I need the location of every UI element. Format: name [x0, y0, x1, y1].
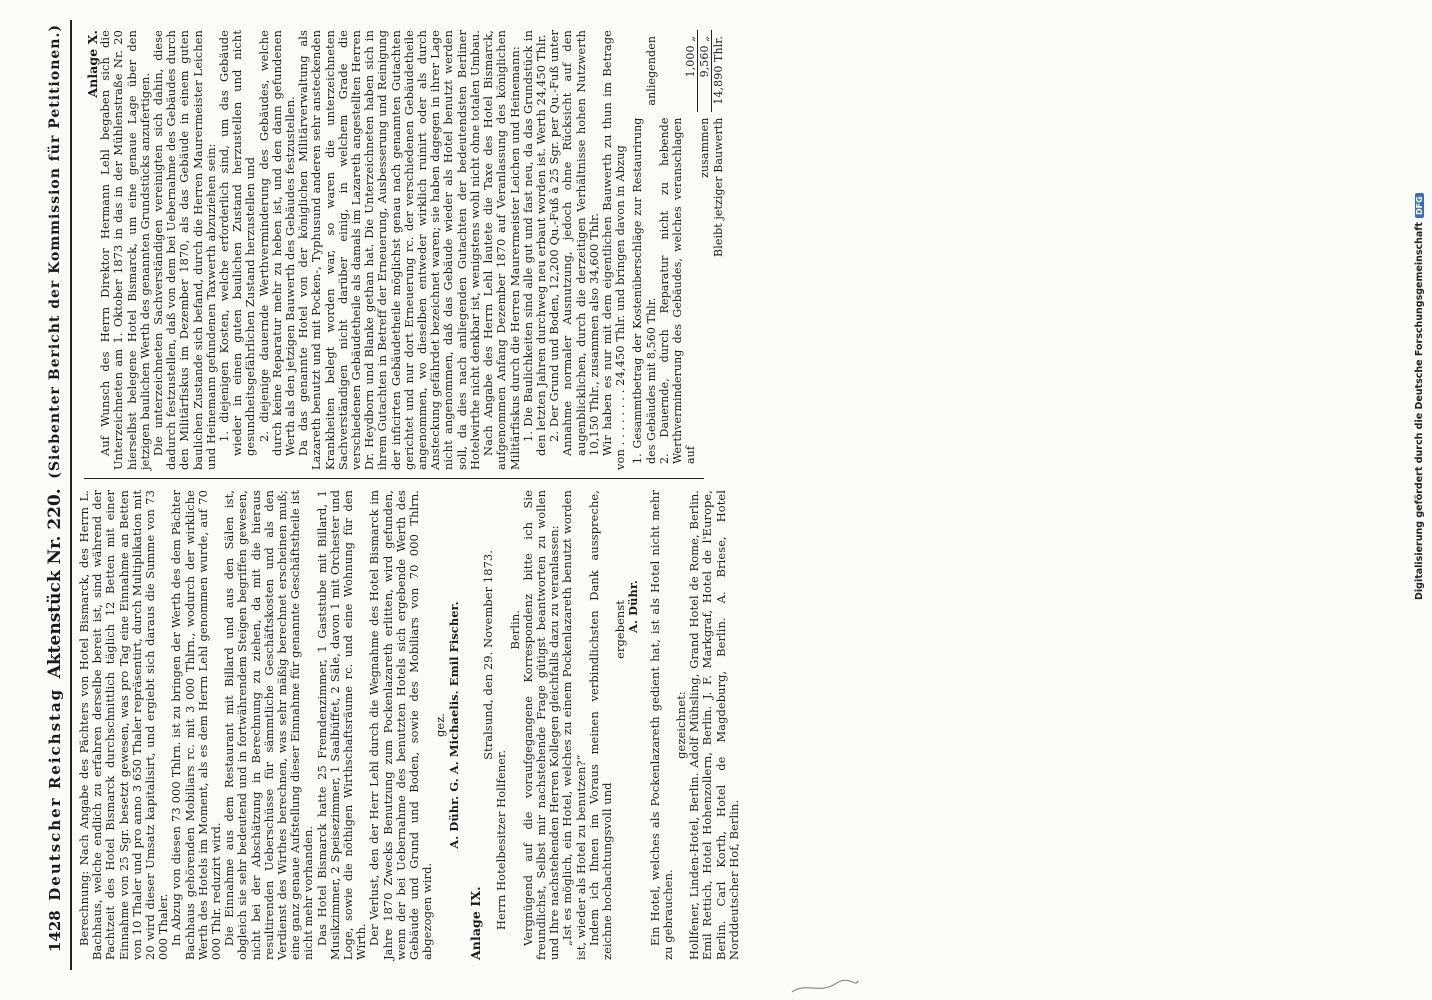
list-item: 1. diejenigen Kosten, welche erforderlich sind, um das Gebäude wieder in einen guten baulichen Zustand herzustellen und nicht gesundheitsgefährlichen Zustand herzustellen und: [217, 30, 258, 456]
tally-note: anliegenden: [644, 36, 658, 106]
journal-title: Deutscher Reichstag: [46, 687, 64, 901]
tally-rest-label: Bleibt jetziger Bauwerth: [712, 117, 726, 257]
tally-sum-value: 9,560 „: [697, 30, 711, 112]
paragraph: Wir haben es nur mit dem eigentlichen Bauwerth zu thun im Betrage von . . . . . . . . 24,450 Thlr. und bringen davon in Abzug: [599, 30, 628, 470]
right-column: [86, 30, 725, 470]
pencil-mark-icon: [790, 978, 860, 996]
document-title: Aktenstück Nr. 220.: [45, 488, 65, 679]
paragraph: Die unterzeichneten Sachverständigen vereinigten sich dahin, diese dadurch festzustellen, daß von dem bei Uebernahme des Gebäudes durch den Militärfiskus im Dezember 1870, als das Gebäude in einem guten baulichen Zustande sich befand, durch die Herren Maurermeister Leichen und Heinemann gefundenen Taxwerth abzuziehen sein:: [151, 30, 218, 470]
paragraph: Berechnung: Nach Angabe des Pächters von Hotel Bismarck, des Herrn L. Bachhaus, welche endlich zu erfahren derselbe bereit ist, sind während der Pachtzeit des Hotel Bismarck durchschnittlich täglich 12 Betten mit einer Einnahme von 25 Sgr. besetzt gewesen, was pro Tag eine Einnahme an Betten von 10 Thaler und pro anno 3 650 Thaler repräsentirt, durch Multiplikation mit 20 wird dieser Umsatz kapitalisirt, und ergiebt sich daraus die Summe von 73 000 Thaler.: [77, 490, 171, 960]
tally-value: 1,000 „: [658, 30, 698, 112]
list-item: 2. Der Grund und Boden, 12,200 Qu.-Fuß à 25 Sgr. per Qu.-Fuß unter Annahme normaler Ausnutzung, jedoch ohne Rücksicht auf den augenblicklichen, durch die derzeitigen Verhältnisse hohen Nutzwerth 10,150 Thlr., zusammen also 34,600 Thlr.: [547, 30, 601, 456]
column-divider: [84, 478, 704, 479]
paragraph: Die Einnahme aus dem Restaurant mit Billard und aus den Sälen ist, obgleich sie sehr bedeutend und in fortwährendem Steigen begriffen gewesen, nicht bei der Abschätzung in Berechnung zu ziehen, da mit die hieraus resultirenden Ueberschüsse für sämmtliche Geschäftskosten und als den Verdienst des Wirthes berechnen, was sehr mäßig berechnet erscheinen muß; eine ganz genaue Aufstellung dieser Einnahme für genannte Geschäftstheile ist nicht mehr vorhanden.: [222, 490, 316, 960]
tally-row: [697, 30, 711, 470]
list-item: 1. Die Baulichkeiten sind alle gut und fast neu, da das Grundstück in den letzten Jahren durchweg neu erbaut worden ist. Werth 24,450 Thlr.: [520, 30, 548, 456]
tally-item: 1. Gesammtbetrag der Kostenüberschläge zur Restaurirung des Gebäudes mit 8,560 Thlr.: [631, 117, 658, 464]
reply-paragraph: Ein Hotel, welches als Pockenlazareth gedient hat, ist als Hotel nicht mehr zu gebrauchen.: [647, 490, 675, 960]
header-rule: [70, 20, 72, 970]
closing: ergebenst: [613, 600, 628, 659]
letter-paragraph: Indem ich Ihnen im Voraus meinen verbindlichsten Dank ausspreche, zeichne hochachtungsvoll und: [586, 490, 614, 960]
place-date: Stralsund, den 29. November 1873.: [481, 550, 496, 760]
tally-item: 2. Dauernde, durch Reparatur nicht zu hebende Werthverminderung des Gebäudes, welches veranschlagen auf: [657, 117, 698, 464]
list-item: 2. diejenige dauernde Werthverminderung des Gebäudes, welche durch keine Reparatur mehr zu heben ist, und den dann gefundenen Werth als den jetzigen Bauwerth des Gebäudes festzustellen.: [256, 30, 298, 456]
tally-row: [658, 30, 698, 470]
addressee: Herrn Hotelbesitzer Hollfener.: [494, 749, 509, 930]
hotel-signatories: Hollfener, Linden-Hotel, Berlin. Adolf Mühsling, Grand Hotel de Rome, Berlin. Emil Rettich, Hotel Hohenzollern, Berlin. J. F. Markgraf, Hotel de l'Europe, Berlin. Carl Korth, Hotel de Magdeburg, Berlin. A. Briese, Hotel Norddeutscher Hof, Berlin.: [687, 490, 741, 960]
page-header: [44, 24, 66, 952]
paragraph: Nach Angabe des Herrn Lehl lautete die Taxe des Hotel Bismarck, aufgenommen Anfang Dezember 1870 auf Veranlassung des königlichen Militärfiskus durch die Herren Maurermeister Leichen und Heinemann:: [481, 30, 522, 470]
tally-table: [631, 30, 725, 470]
paragraph: Der Verlust, den der Herr Lehl durch die Wegnahme des Hotel Bismarck im Jahre 1870 Zwecks Benutzung zum Pockenlazareth erlitten, wird gefunden, wenn der bei Uebernahme des benutzten Hotels sich ergebende Werth des Gebäude und Grund und Boden, sowie des Mobiliars von 70 000 Thlrn. abgezogen wird.: [367, 490, 435, 960]
signatures: A. Dühr. G. A. Michaelis. Emil Fischer.: [446, 601, 461, 849]
dfg-logo-icon: DFG: [1415, 193, 1424, 218]
page-number: 1428: [46, 910, 64, 952]
tally-sum-label: zusammen: [698, 117, 712, 178]
tally-row: [712, 30, 726, 470]
paragraph: Das Hotel Bismarck hatte 25 Fremdenzimmer, 1 Gaststube mit Billard, 1 Musikzimmer, 2 Speisezimmer, 1 Saalbüffet, 2 Säle, davon 1 mit Orchester und Loge, sowie die nöthigen Wirthschaftsräume rc. und eine Wohnung für den Wirth.: [314, 490, 369, 960]
paragraph: Da das genannte Hotel von der königlichen Militärverwaltung als Lazareth benutzt und mit Pocken-, Typhusund anderen sehr ansteckenden Krankheiten belegt worden war, so waren die unterzeichneten Sachverständigen nicht darüber einig, in welchem Grade die verschiedenen Gebäudetheile als damals im Lazareth angestellten Herren Dr. Heydborn und Blanke gethan hat. Die Unterzeichneten haben sich in ihrem Gutachten in Betreff der Erneuerung, Ausbesserung und Reinigung der inficirten Gebäudetheile möglichst genau nach genannten Gutachten gerichtet und nur dort Erneuerung rc. der verschiedenen Gebäudetheile angenommen, wo dieselben entweder wirklich ruinirt oder als durch Ansteckung gefährdet bezeichnet waren; sie haben dagegen in ihrer Lage nicht angenommen, daß das Gebäude wieder als Hotel benutzt werden soll, da dies nach anliegenden Gutachten der bedeutendsten Berliner Hotelwirthe nicht denkbar ist, wenigstens wohl nicht ohne totalen Umbau.: [296, 30, 482, 470]
credit-text: Digitalisierung gefördert durch die Deutsche Forschungsgemeinschaft: [1413, 222, 1425, 600]
paragraph: In Abzug von diesen 73 000 Thlrn. ist zu bringen der Werth des dem Pächter Bachhaus gehörenden Mobiliars rc. mit 3 000 Thlrn., wodurch der wirkliche Werth des Hotels im Moment, als es dem Herrn Lehl genommen wurde, auf 70 000 Thlr. reduzirt wird.: [169, 490, 224, 960]
tally-row: [631, 30, 657, 470]
annex-x-heading: Anlage X.: [85, 30, 100, 98]
closing-name: A. Dühr.: [626, 580, 641, 633]
annex-ix-heading: Anlage IX.: [467, 886, 483, 960]
digitization-credit: [1412, 10, 1426, 600]
addressee-city: Berlin.: [507, 610, 522, 650]
letter-paragraph: „Ist es möglich, ein Hotel, welches zu einem Pockenlazareth benutzt worden ist, wieder als Hotel zu benutzen?“: [560, 490, 588, 960]
signed-label: gez.: [433, 712, 448, 738]
tally-rest-value: 14,890 Thlr.: [712, 36, 726, 105]
signed-label-2: gezeichnet:: [673, 691, 688, 759]
left-column: [78, 490, 741, 960]
paragraph: Auf Wunsch des Herrn Direktor Hermann Lehl begaben sich die Unterzeichneten am 1. Oktober 1873 in das in der Mühlenstraße Nr. 20 hierselbst belegene Hotel Bismarck, um eine genaue Lage über den jetzigen baulichen Werth des genannten Grundstücks anzufertigen.: [98, 30, 152, 470]
letter-paragraph: Vergnügend auf die voraufgegangene Korrespondenz bitte ich Sie freundlichst, Selbst mir nachstehende Frage gütigst beantworten zu wollen und Ihre nachstehenden Herren Kollegen gleichfalls dazu zu veranlassen:: [520, 490, 562, 960]
document-subtitle: (Siebenter Bericht der Kommission für Petitionen.): [47, 24, 63, 479]
